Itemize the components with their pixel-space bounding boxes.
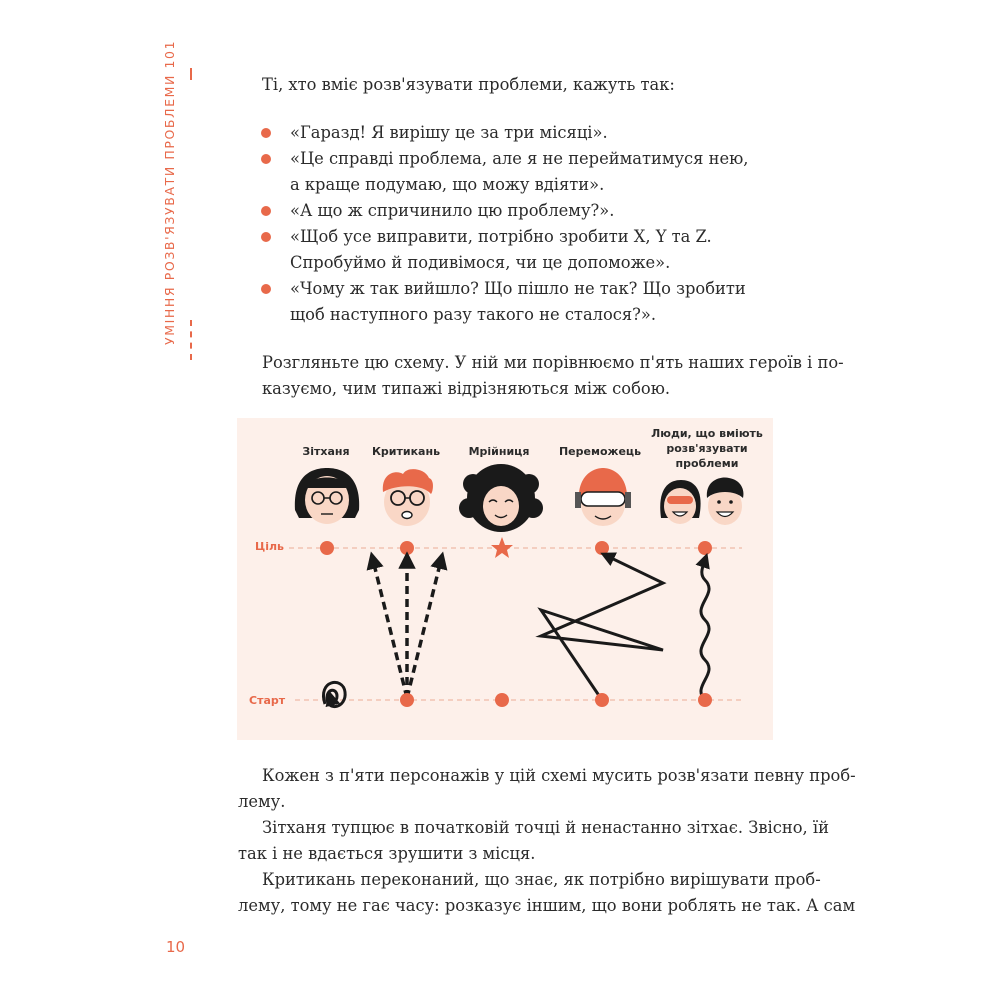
bullet-dot bbox=[261, 206, 271, 216]
character-label-dreamer: Мрійниця bbox=[468, 445, 530, 458]
goal-dot bbox=[400, 541, 414, 555]
goal-dot bbox=[320, 541, 334, 555]
running-header: УМІННЯ РОЗВ'ЯЗУВАТИ ПРОБЛЕМИ 101 bbox=[162, 39, 177, 345]
running-header-rule-top bbox=[190, 68, 192, 80]
scheme-diagram bbox=[237, 418, 773, 740]
body-line-1: Кожен з п'яти персонажів у цій схемі мусить розв'язати певну проб- bbox=[262, 766, 856, 785]
face-critic-icon bbox=[383, 469, 433, 526]
axis-label-goal: Ціль bbox=[255, 540, 284, 553]
goal-dot bbox=[595, 541, 609, 555]
quote-2-line-2: а краще подумаю, що можу вдіяти». bbox=[290, 175, 605, 194]
intro-line: Ті, хто вміє розв'язувати проблеми, кажуть так: bbox=[262, 75, 675, 94]
character-label-winner: Переможець bbox=[558, 445, 642, 458]
axis-label-start: Старт bbox=[249, 694, 286, 707]
goal-star-icon bbox=[491, 537, 513, 558]
bullet-dot bbox=[261, 128, 271, 138]
goal-dot bbox=[698, 541, 712, 555]
start-dot bbox=[400, 693, 414, 707]
face-dreamer-icon bbox=[459, 464, 543, 532]
path-sighing-spiral bbox=[323, 682, 345, 706]
scheme-intro-line-1: Розгляньте цю схему. У ній ми порівнюємо п'ять наших героїв і по- bbox=[262, 353, 844, 372]
body-line-6: лему, тому не гає часу: розказує іншим, що вони роблять не так. А сам bbox=[238, 896, 856, 915]
character-label-problem-solvers: Люди, що вміють розв'язувати проблеми bbox=[651, 427, 763, 470]
face-problem-solvers-icon bbox=[660, 478, 743, 525]
bullet-dot bbox=[261, 232, 271, 242]
quote-1-line-1: «Гаразд! Я вирішу це за три місяці». bbox=[290, 123, 608, 142]
quote-5-line-1: «Чому ж так вийшло? Що пішло не так? Що зробити bbox=[290, 279, 746, 298]
path-critic-right bbox=[407, 560, 441, 698]
quote-5-line-2: щоб наступного разу такого не сталося?». bbox=[290, 305, 657, 324]
quote-2-line-1: «Це справді проблема, але я не перейматимуся нею, bbox=[290, 149, 749, 168]
body-line-5: Критикань переконаний, що знає, як потрібно вирішувати проб- bbox=[262, 870, 821, 889]
start-dot bbox=[698, 693, 712, 707]
body-line-4: так і не вдається зрушити з місця. bbox=[238, 844, 536, 863]
path-critic-left bbox=[373, 560, 407, 698]
face-sighing-icon bbox=[295, 468, 359, 524]
start-dot bbox=[495, 693, 509, 707]
face-winner-icon bbox=[575, 468, 631, 526]
body-line-3: Зітханя тупцює в початковій точці й ненастанно зітхає. Звісно, їй bbox=[262, 818, 829, 837]
start-dot bbox=[595, 693, 609, 707]
bullet-dot bbox=[261, 154, 271, 164]
scheme-intro-line-2: казуємо, чим типажі відрізняються між собою. bbox=[262, 379, 671, 398]
running-header-rule-bottom bbox=[190, 320, 192, 360]
path-winner-zigzag bbox=[541, 556, 663, 700]
body-line-2: лему. bbox=[238, 792, 286, 811]
quote-4-line-2: Спробуймо й подивімося, чи це допоможе». bbox=[290, 253, 671, 272]
quote-4-line-1: «Щоб усе виправити, потрібно зробити X, Y та Z. bbox=[290, 227, 712, 246]
character-label-sighing: Зітханя bbox=[302, 445, 350, 458]
path-solvers-wave bbox=[701, 560, 709, 700]
page-number: 10 bbox=[166, 938, 186, 956]
bullet-dot bbox=[261, 284, 271, 294]
character-label-critic: Критикань bbox=[371, 445, 441, 458]
scheme-graphics bbox=[237, 418, 773, 740]
quote-3-line-1: «А що ж спричинило цю проблему?». bbox=[290, 201, 615, 220]
